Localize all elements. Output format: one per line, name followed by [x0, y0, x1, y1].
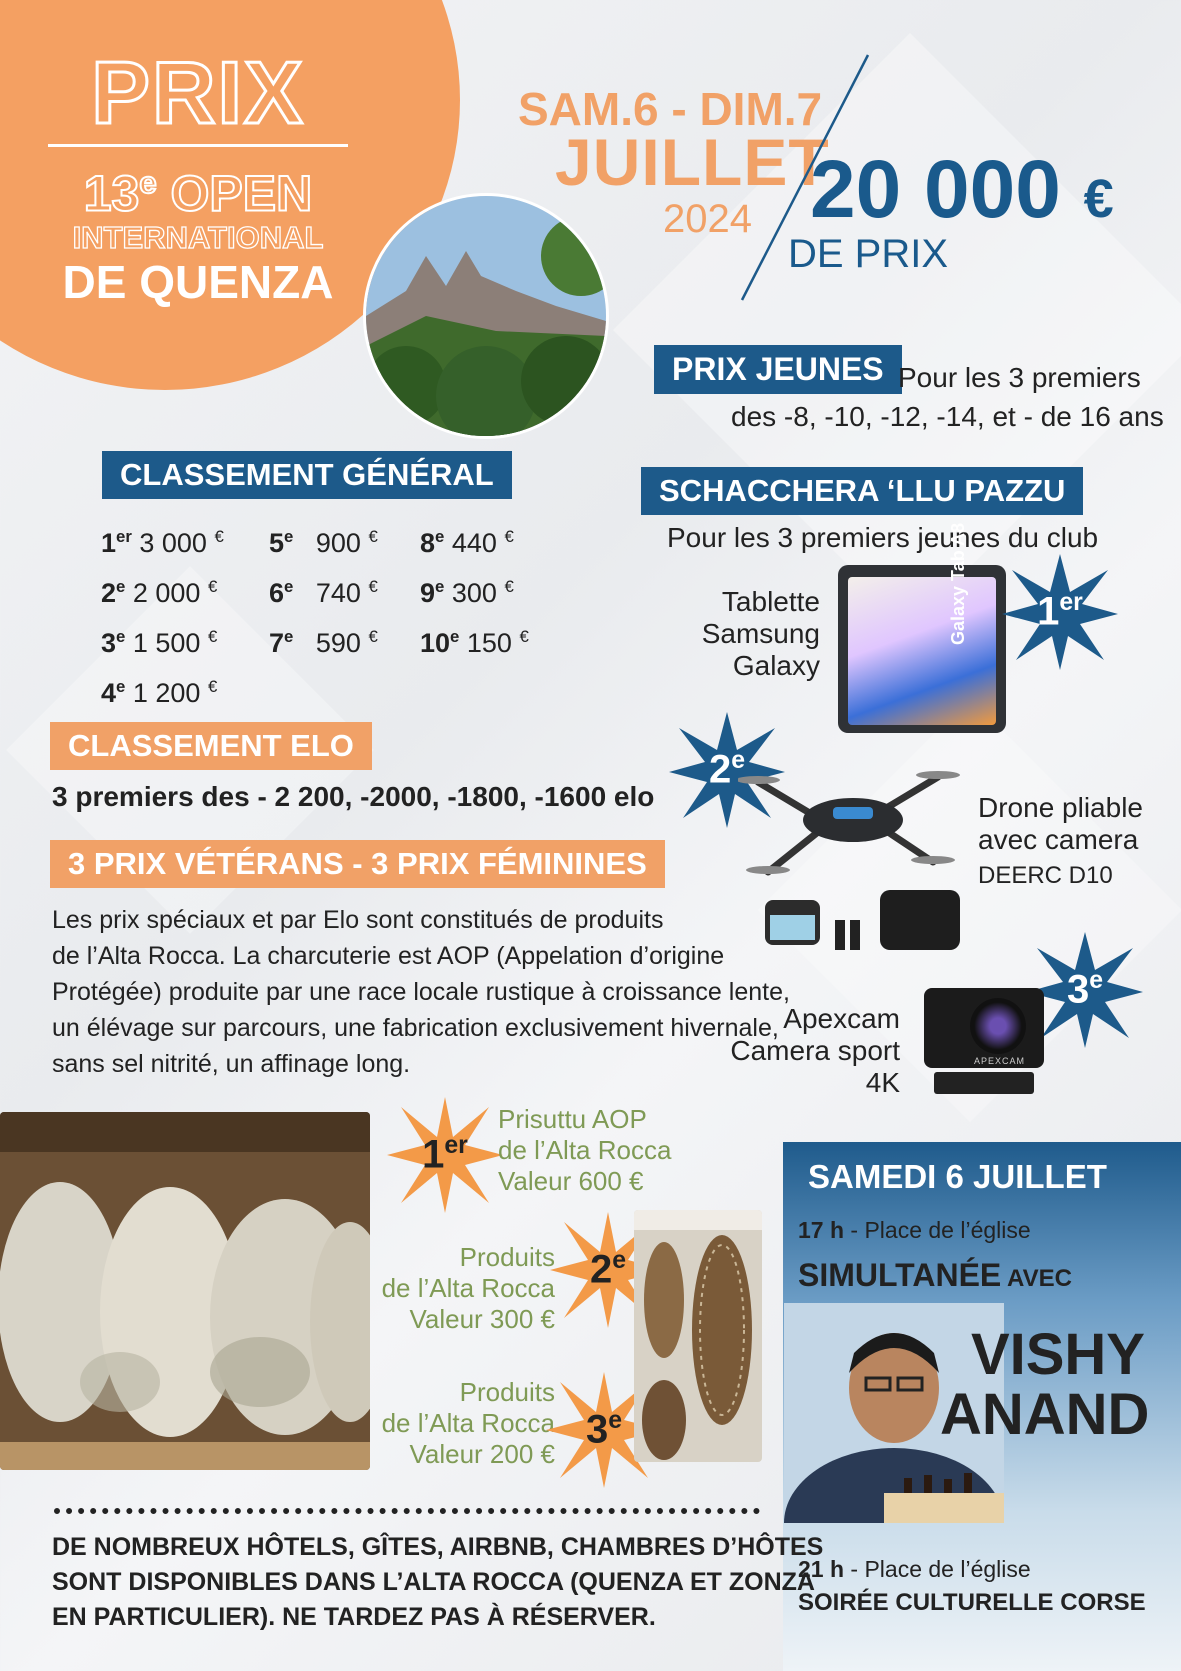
rank-row: 7e 590 €: [269, 627, 378, 658]
samedi-time1-line: 17 h - Place de l’église: [798, 1217, 1031, 1243]
classement-general-col1: [101, 515, 224, 715]
camera-brand-label: APEXCAM: [974, 1056, 1026, 1066]
schacchera-banner: SCHACCHERA ‘LLU PAZZU: [641, 467, 1083, 515]
year: 2024: [663, 197, 752, 241]
international-title: INTERNATIONAL: [72, 219, 324, 255]
total-prize: 20 000 €: [810, 144, 1114, 235]
classement-general-col2: [269, 515, 378, 665]
rank-row: 1er 3 000 €: [101, 527, 224, 558]
veterans-paragraph: Les prix spéciaux et par Elo sont constitués de produits de l’Alta Rocca. La charcuterie est AOP (Appelation d’origine Protégée) produite par une race locale rustique à croissance lente, un élévage sur parcours, une fabrication exclusivement hivernale, sans sel nitrité, un affinage long.: [52, 906, 790, 1078]
rank-row: 6e 740 €: [269, 577, 378, 608]
soiree-line: SOIRÉE CULTURELLE CORSE: [798, 1589, 1146, 1616]
charcuterie-photo: [634, 1210, 762, 1462]
rank-row: 2e 2 000 €: [101, 577, 218, 608]
alta-prize-2-label: Produits de l’Alta Rocca Valeur 300 €: [381, 1242, 555, 1334]
rank-1-badge: 1er: [1000, 552, 1120, 672]
open-title: 13e OPEN: [83, 165, 313, 222]
anand-name: VISHY ANAND: [940, 1322, 1150, 1447]
alta-rank-2-badge: 2e: [548, 1210, 668, 1330]
schacchera-subtitle: Pour les 3 premiers jeunes du club: [667, 522, 1099, 553]
rank-2-badge: 2e: [667, 710, 787, 830]
footer-dotted-rule: [54, 1508, 760, 1514]
rank-row: 10e 150 €: [420, 627, 529, 658]
de-quenza-title: DE QUENZA: [62, 255, 334, 308]
samedi-title: SAMEDI 6 JUILLET: [808, 1158, 1107, 1195]
rank-row: 5e 900 €: [269, 527, 378, 558]
tablet-label: Tablette Samsung Galaxy: [701, 586, 820, 681]
drone-image: [738, 752, 978, 892]
alta-rank-3-badge: 3e: [544, 1370, 664, 1490]
month: JUILLET: [555, 125, 830, 199]
rank-row: 3e 1 500 €: [101, 627, 218, 658]
tablet-screen-label: Galaxy Tab A8: [948, 522, 968, 645]
footer-text: DE NOMBREUX HÔTELS, GÎTES, AIRBNB, CHAMBRES D’HÔTES SONT DISPONIBLES DANS L’ALTA ROCCA (QUENZA ET ZONZA EN PARTICULIER). NE TARDEZ PAS À RÉSERVER.: [52, 1533, 824, 1631]
alta-rank-1-badge: 1er: [385, 1095, 505, 1215]
drone-label: Drone pliable avec camera DEERC D10: [978, 792, 1143, 889]
prix-jeunes-line2: des -8, -10, -12, -14, et - de 16 ans: [731, 401, 1164, 432]
classement-general-col3: [420, 515, 529, 665]
prix-jeunes-line1: Pour les 3 premiers: [898, 362, 1141, 393]
prix-title: PRIX: [91, 43, 305, 142]
alta-prize-1-label: Prisuttu AOP de l’Alta Rocca Valeur 600 €: [498, 1104, 672, 1196]
rank-row: 8e 440 €: [420, 527, 514, 558]
dates: SAM.6 - DIM.7: [518, 83, 823, 135]
tablet-image: [838, 522, 1006, 733]
veterans-banner: 3 PRIX VÉTÉRANS - 3 PRIX FÉMININES: [50, 840, 665, 888]
samedi-time2-line: 21 h - Place de l’église: [798, 1556, 1031, 1582]
classement-elo-text: 3 premiers des - 2 200, -2000, -1800, -1600 elo: [52, 781, 655, 812]
ham-photo: [0, 1112, 370, 1470]
classement-general-banner: CLASSEMENT GÉNÉRAL: [102, 451, 512, 499]
alta-prize-3-label: Produits de l’Alta Rocca Valeur 200 €: [381, 1377, 555, 1469]
camera-image: [912, 988, 1057, 1098]
rank-3-badge: 3e: [1025, 930, 1145, 1050]
camera-label: Apexcam Camera sport 4K: [730, 1003, 900, 1098]
drone-accessories-image: [760, 880, 970, 960]
prix-jeunes-banner: PRIX JEUNES: [654, 345, 902, 394]
classement-elo-banner: CLASSEMENT ELO: [50, 722, 372, 770]
rank-row: 4e 1 200 €: [101, 677, 218, 708]
simul-line: SIMULTANÉE AVEC: [798, 1257, 1072, 1293]
rank-row: 9e 300 €: [420, 577, 514, 608]
de-prix: DE PRIX: [788, 232, 949, 276]
